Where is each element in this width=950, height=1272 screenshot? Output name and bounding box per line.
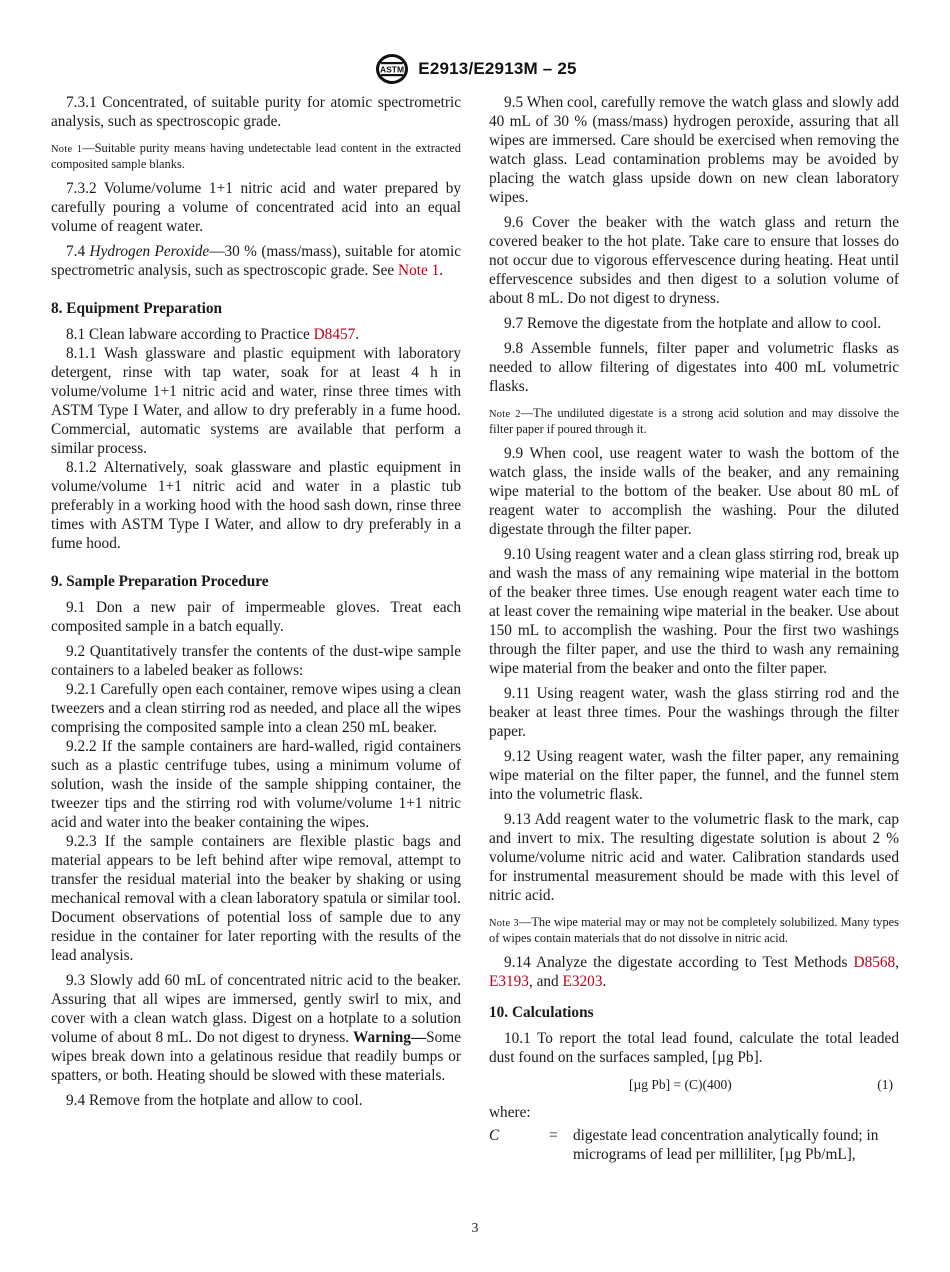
left-column (51, 93, 461, 1116)
page-header (0, 52, 950, 86)
paragraph-9-13: 9.13 Add reagent water to the volumetric flask to the mark, cap and invert to mix. The resulting digestate solution is about 2 % volume/volume nitric acid and water. Calibration standards used for instrumental measurement should be made with this level of nitric acid. (489, 811, 899, 904)
paragraph-8-1 (51, 325, 461, 344)
paragraph-9-3 (51, 971, 461, 1085)
e3193-link[interactable]: E3193 (489, 973, 529, 990)
note-2 (489, 406, 899, 437)
paragraph-9-11: 9.11 Using reagent water, wash the glass stirring rod and the beaker at least three times. Pour the washings through the filter paper. (489, 685, 899, 740)
definition-text: digestate lead concentration analytically found; in micrograms of lead per milliliter, [µg Pb/mL], (573, 1127, 879, 1163)
p74-text: —30 % (mass/mass), suitable for atomic spectrometric analysis, such as spectroscopic grade. See (51, 243, 462, 279)
p74-end: . (439, 262, 444, 279)
p914-text: 9.14 Analyze the digestate according to Test Methods (504, 954, 848, 971)
paragraph-9-2: 9.2 Quantitatively transfer the contents of the dust-wipe sample containers to a labeled beaker as follows: (51, 643, 461, 679)
warning-text: Some wipes break down into a gelatinous residue that readily bumps or spatters, or both. Heating should be slowed with these materials. (51, 1029, 461, 1084)
paragraph-7-3-2: 7.3.2 Volume/volume 1+1 nitric acid and water prepared by carefully pouring a volume of concentrated acid into an equal volume of reagent water. (51, 180, 461, 235)
paragraph-9-12: 9.12 Using reagent water, wash the filter paper, any remaining wipe material on the filter paper, the funnel, and the funnel stem into the volumetric flask. (489, 748, 899, 803)
note-3-text: —The wipe material may or may not be completely solubilized. Many types of wipes contain materials that do not dissolve in nitric acid. (489, 915, 899, 945)
section-10-heading: 10. Calculations (489, 1004, 594, 1021)
paragraph-9-10: 9.10 Using reagent water and a clean glass stirring rod, break up and wash the mass of any remaining wipe material in the bottom of the beaker three times. Use enough reagent water each time to at least cover the remaining wipe material in the beaker. Use about 150 mL to accomplish the washing. Pour the first two washings through the filter paper, and use the third to wash any remaining wipe material from the beaker and onto the filter paper. (489, 546, 899, 677)
warning-label: Warning— (353, 1029, 427, 1046)
equation-1 (489, 1073, 899, 1097)
d8568-link[interactable]: D8568 (853, 954, 896, 971)
d8457-link[interactable]: D8457 (313, 326, 356, 343)
definition-symbol: C (489, 1127, 500, 1144)
p81-end: . (355, 326, 360, 343)
astm-logo-icon (373, 53, 411, 85)
note-3 (489, 915, 899, 946)
paragraph-8-1-1: 8.1.1 Wash glassware and plastic equipment with laboratory detergent, rinse with tap water, soak for at least 4 h in volume/volume 1+1 nitric acid and water, rinse three times with ASTM Type I Water, and allow to dry preferably in a fume hood. Commercial, automatic systems are available that perform a similar process. (51, 345, 461, 457)
p914-end: . (602, 973, 607, 990)
p914-sep-1: , (895, 954, 899, 971)
equation-formula: [µg Pb] = (C)(400) (629, 1077, 732, 1092)
e3203-link[interactable]: E3203 (562, 973, 603, 990)
paragraph-9-1: 9.1 Don a new pair of impermeable gloves. Treat each composited sample in a batch equally. (51, 599, 461, 635)
note-1-link[interactable]: Note 1 (398, 262, 440, 279)
equation-number: (1) (877, 1077, 893, 1092)
paragraph-9-7: 9.7 Remove the digestate from the hotplate and allow to cool. (504, 315, 882, 332)
paragraph-9-6: 9.6 Cover the beaker with the watch glass and return the covered beaker to the hot plate. Take care to ensure that losses do not occur due to vigorous effervescence during heating. Heat until effervescence subsides and then digest to a solution volume of about 8 mL. Do not digest to dryness. (489, 214, 899, 307)
note-1-text: —Suitable purity means having undetectable lead content in the extracted composited sample blanks. (51, 141, 461, 171)
paragraph-7-4 (51, 242, 461, 280)
where-label: where: (489, 1104, 531, 1121)
note-1-label: Note 1 (51, 144, 83, 155)
paragraph-10-1: 10.1 To report the total lead found, calculate the total leaded dust found on the surfaces sampled, [µg Pb]. (489, 1030, 899, 1066)
note-3-label: Note 3 (489, 918, 519, 929)
page-number: 3 (471, 1220, 479, 1235)
note-2-text: —The undiluted digestate is a strong acid solution and may dissolve the filter paper if poured through it. (489, 406, 900, 436)
paragraph-9-14 (489, 953, 899, 991)
p914-sep-2: , and (528, 973, 559, 990)
p74-number: 7.4 (66, 243, 86, 260)
document-designation: E2913/E2913M – 25 (418, 59, 577, 78)
section-8-heading: 8. Equipment Preparation (51, 300, 222, 317)
svg-text:ASTM: ASTM (380, 64, 405, 75)
note-2-label: Note 2 (489, 409, 521, 420)
paragraph-7-3-1: 7.3.1 Concentrated, of suitable purity for atomic spectrometric analysis, such as spectroscopic grade. (51, 94, 461, 130)
paragraph-9-4: 9.4 Remove from the hotplate and allow to cool. (66, 1092, 363, 1109)
paragraph-9-8: 9.8 Assemble funnels, filter paper and volumetric flasks as needed to allow filtering of digestates into 400 mL volumetric flasks. (489, 340, 899, 395)
note-1 (51, 141, 461, 172)
paragraph-9-2-1: 9.2.1 Carefully open each container, remove wipes using a clean tweezers and a clean stirring rod as needed, and place all the wipes comprising the composited sample into a clean 250 mL beaker. (51, 681, 461, 736)
paragraph-9-2-2: 9.2.2 If the sample containers are hard-walled, rigid containers such as a plastic centrifuge tubes, using a minimum volume of solution, wash the inside of the sample shipping container, the tweezer tips and the stirring rod with volume/volume 1+1 nitric acid and water into the beaker containing the wipes. (51, 738, 461, 831)
paragraph-9-5: 9.5 When cool, carefully remove the watch glass and slowly add 40 mL of 30 % (mass/mass) hydrogen peroxide, assuring that all wipes are immersed. Care should be exercised when removing the watch glass. Lead contamination problems may be avoided by placing the watch glass upside down on new clean laboratory wipes. (489, 94, 899, 206)
paragraph-8-1-2: 8.1.2 Alternatively, soak glassware and plastic equipment in volume/volume 1+1 nitric acid and water in a plastic tub preferably in a working hood with the hood sash down, rinse three times with ASTM Type I Water, and allow to dry preferably in a fume hood. (51, 459, 461, 552)
p93-text: 9.3 Slowly add 60 mL of concentrated nitric acid to the beaker. Assuring that all wipes are immersed, gently swirl to mix, and cover with a clean watch glass. Digest on a hotplate to a solution volume of about 8 mL. Do not digest to dryness. (51, 972, 461, 1046)
paragraph-9-9: 9.9 When cool, use reagent water to wash the bottom of the watch glass, the inside walls of the beaker, and any remaining wipe material to the bottom of the beaker. Use about 80 mL of reagent water to accomplish the washing. Pour the diluted digestate through the filter paper. (489, 445, 899, 538)
p74-term: Hydrogen Peroxide (89, 243, 210, 260)
paragraph-9-2-3: 9.2.3 If the sample containers are flexible plastic bags and material appears to be left behind after wipe removal, attempt to transfer the residual material into the beaker by shaking or using mechanical removal with a clean laboratory spatula or similar tool. Document observations of potential loss of sample due to any residue in the container for later reporting with the results of the lead analysis. (51, 833, 461, 964)
section-9-heading: 9. Sample Preparation Procedure (51, 573, 269, 590)
right-column (489, 93, 899, 1164)
p81-text: 8.1 Clean labware according to Practice (66, 326, 310, 343)
definition-equals: = (549, 1127, 558, 1144)
definition-c (489, 1126, 899, 1164)
